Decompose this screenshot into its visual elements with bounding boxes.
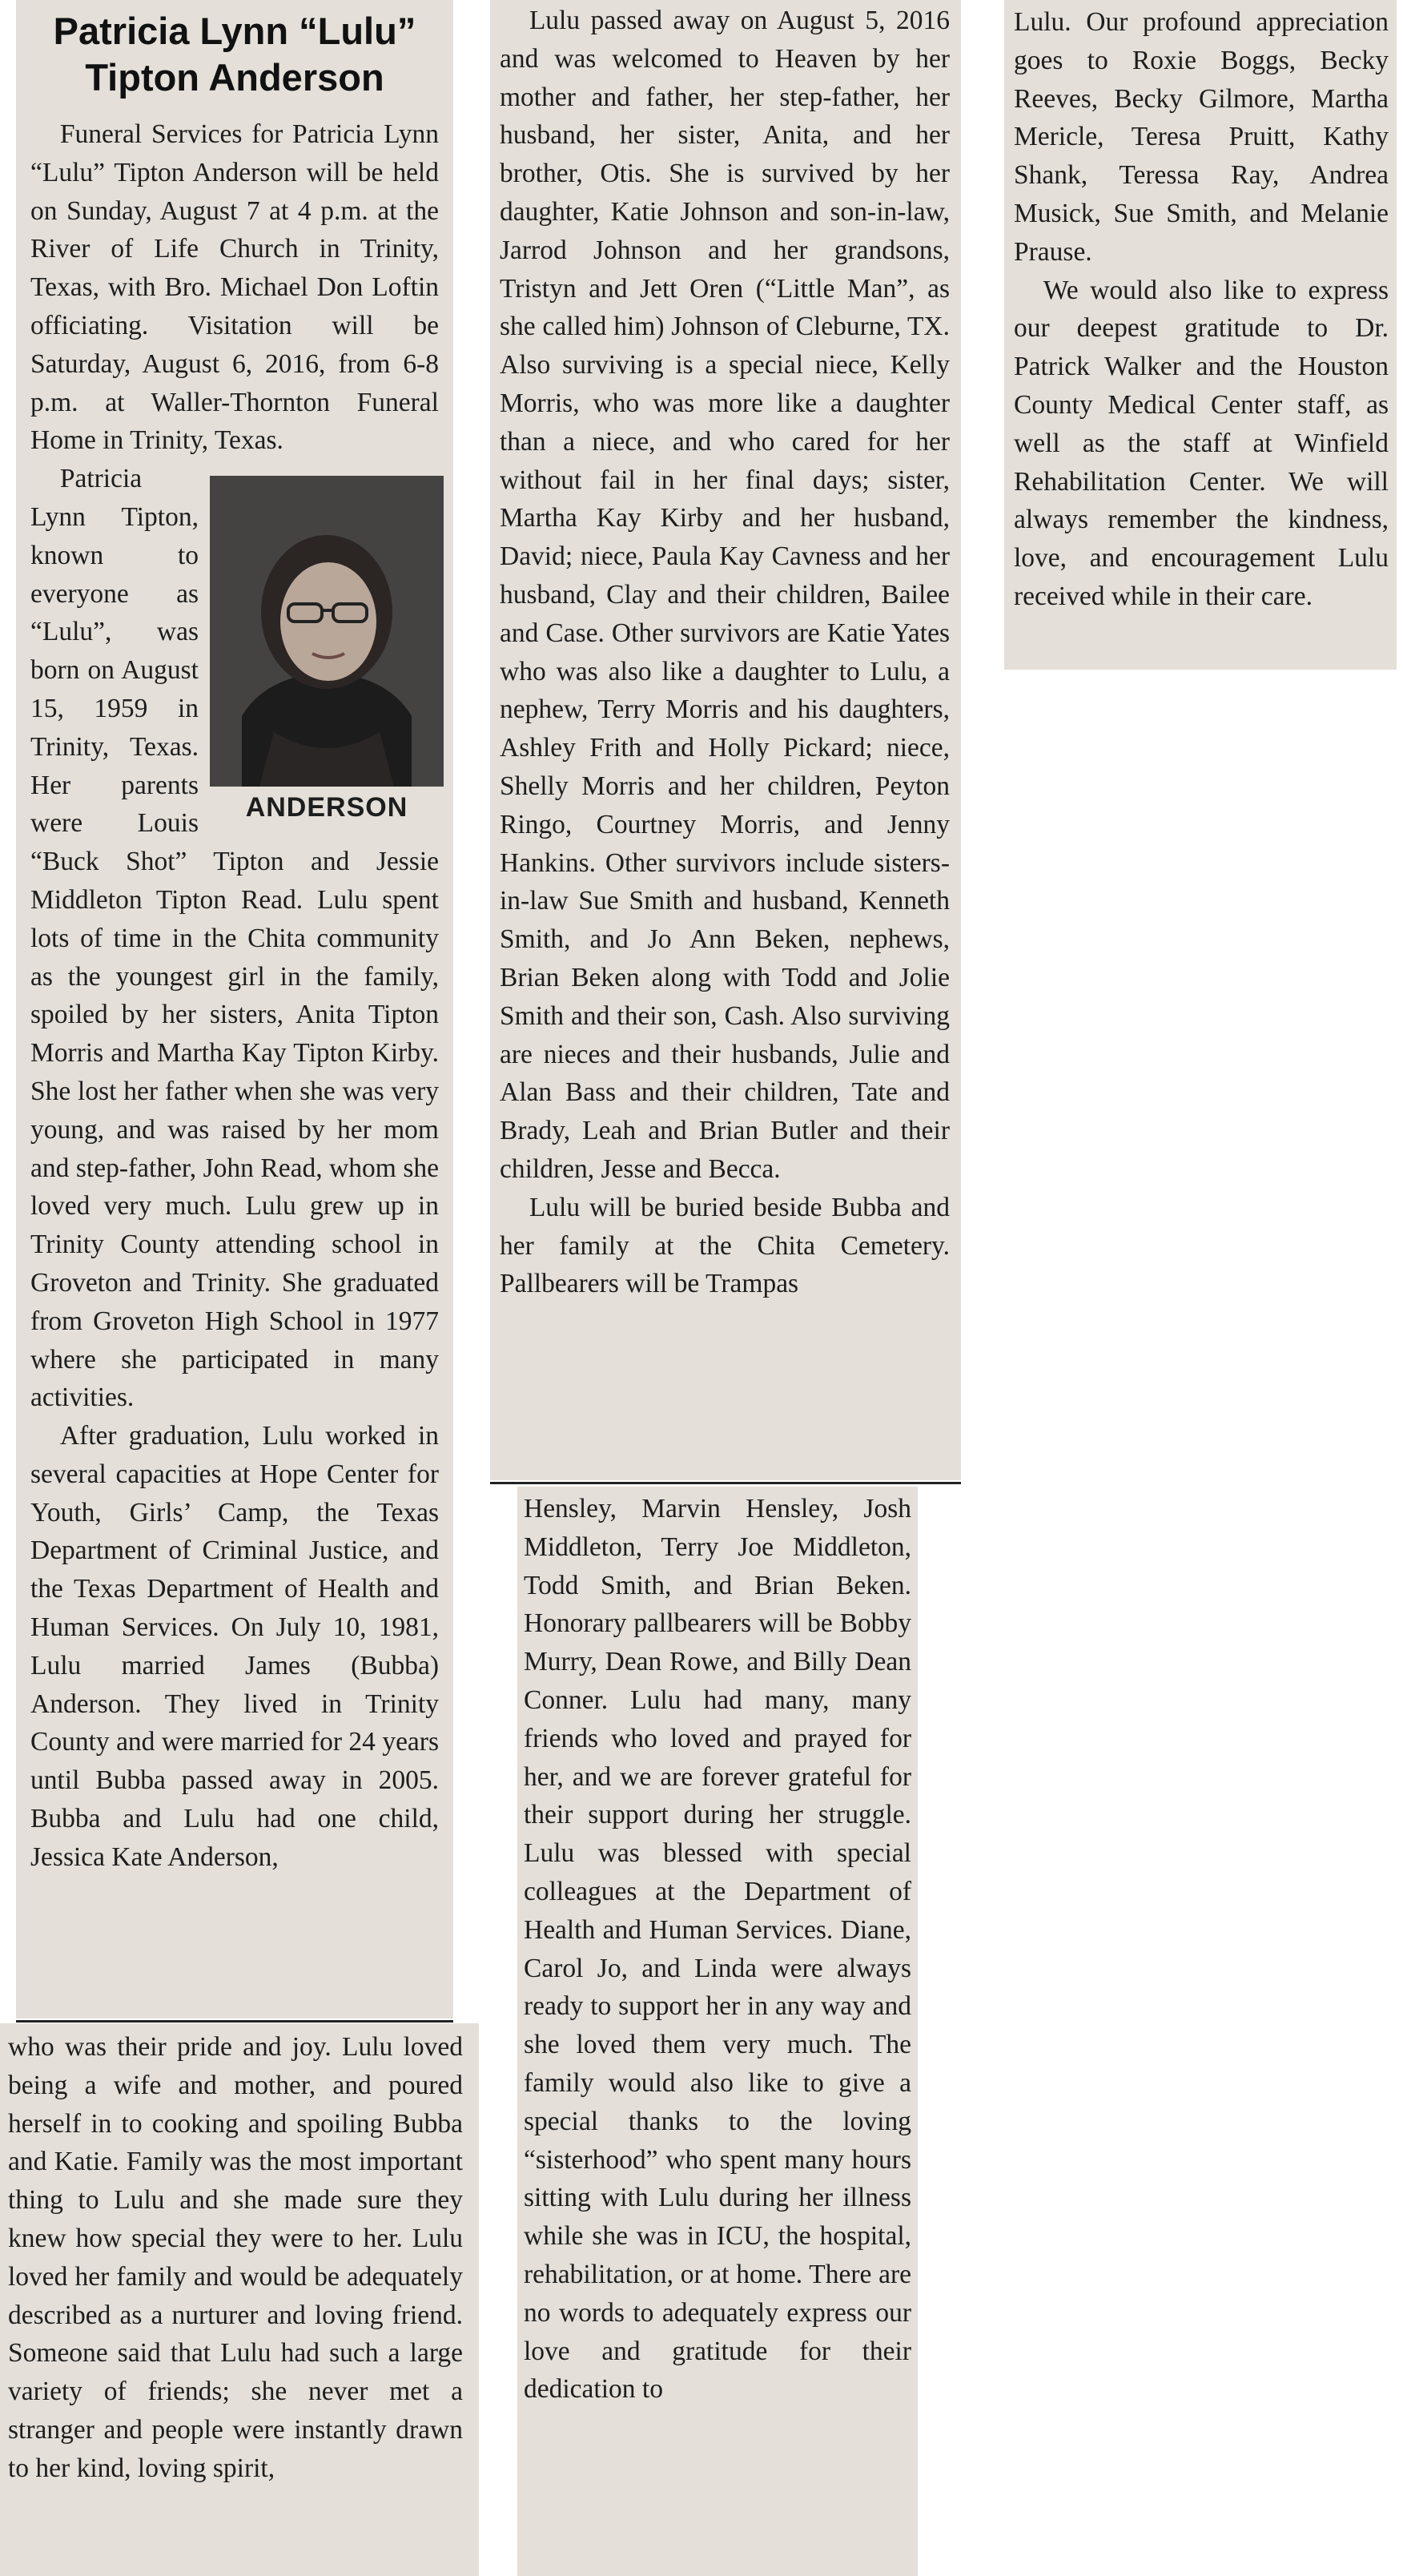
family-paragraph: who was their pride and joy. Lulu loved being a wife and mother, and poured herself in to cooking and spoiling Bubba and Katie. Family was the most important thing to Lulu and she made sure they knew how special they were to her. Lulu loved her family and would be adequately described as a nurturer and loving friend. Someone said that Lulu had such a large variety of friends; she never met a stranger and people were instantly drawn to her kind, loving spirit, <box>8 2032 463 2483</box>
survivors-paragraph: Lulu passed away on August 5, 2016 and was welcomed to Heaven by her mother and father, her step-father, her husband, her sister, Anita, and her brother, Otis. She is survived by her daughter, Katie Johnson and son-in-law, Jarrod Johnson and her grandsons, Tristyn and Jett Oren (“Little Man”, as she called him) Johnson of Cleburne, TX. Also surviving is a special niece, Kelly Morris, who was more like a daughter than a niece, and who cared for her without fail in her final days; sister, Martha Kay Kirby and her husband, David; niece, Paula Kay Cavness and her husband, Clay and their children, Bailee and Case. Other survivors are Katie Yates who was also like a daughter to Lulu, a nephew, Terry Morris and his daughters, Ashley Frith and Holly Pickard; niece, Shelly Morris and her children, Peyton Ringo, Courtney Morris, and Jenny Hankins. Other survivors include sisters-in-law Sue Smith and husband, Kenneth Smith, and Jo Ann Beken, nephews, Brian Beken along with Todd and Jolie Smith and their son, Cash. Also surviving are nieces and their husbands, Julie and Alan Bass and their children, Tate and Brady, Leah and Brian Butler and their children, Jesse and Becca. <box>500 6 950 1184</box>
column-1-end-rule <box>16 2020 453 2023</box>
photo-caption: ANDERSON <box>245 792 408 823</box>
career-paragraph: After graduation, Lulu worked in several capacities at Hope Center for Youth, Girls’ Camp, the Texas Department of Criminal Justice, and the Texas Department of Health and Human Services. On July 10, 1981, Lulu married James (Bubba) Anderson. They lived in Trinity County and were married for 24 years until Bubba passed away in 2005. Bubba and Lulu had one child, Jessica Kate Anderson, <box>30 1421 439 1872</box>
headline-line-2: Tipton Anderson <box>85 56 384 99</box>
obituary-column-2 <box>490 0 961 1480</box>
obituary-column-1-continued <box>0 2023 479 2576</box>
appreciation-paragraph: Lulu. Our profound appreciation goes to Roxie Boggs, Becky Reeves, Becky Gilmore, Martha Mericle, Teresa Pruitt, Kathy Shank, Teressa Ray, Andrea Musick, Sue Smith, and Melanie Prause. <box>1014 7 1389 267</box>
column-2-end-rule <box>490 1482 961 1484</box>
biography-paragraph: Patricia Lynn Tipton, known to everyone as “Lulu”, was born on August 15, 1959 in Trinity, Texas. Her parents were Louis “Buck Shot” Tipton and Jessie Middleton Tipton Read. Lulu spent lots of time in the Chita community as the youngest girl in the family, spoiled by her sisters, Anita Tipton Morris and Martha Kay Tipton Kirby. She lost her father when she was very young, and was raised by her mom and step-father, John Read, whom she loved very much. Lulu grew up in Trinity County attending school in Groveton and Trinity. She graduated from Groveton High School in 1977 where she participated in many activities. <box>30 464 439 1413</box>
gratitude-paragraph: We would also like to express our deepest gratitude to Dr. Patrick Walker and the Houston County Medical Center staff, as well as the staff at Winfield Rehabilitation Center. We will always remember the kindness, love, and encouragement Lulu received while in their care. <box>1014 275 1389 611</box>
obituary-column-3 <box>1004 0 1397 670</box>
portrait-photo <box>210 476 444 825</box>
burial-paragraph: Lulu will be buried beside Bubba and her family at the Chita Cemetery. Pallbearers will be Trampas <box>500 1192 950 1299</box>
headline-line-1: Patricia Lynn “Lulu” <box>53 10 416 52</box>
portrait-image <box>210 476 444 787</box>
obituary-column-2-continued <box>517 1487 918 2576</box>
obituary-column-1 <box>16 0 453 2019</box>
pallbearers-paragraph: Hensley, Marvin Hensley, Josh Middleton, Terry Joe Middleton, Todd Smith, and Brian Beken. Honorary pallbearers will be Bobby Murry, Dean Rowe, and Billy Dean Conner. Lulu had many, many friends who loved and prayed for her, and we are forever grateful for their support during her struggle. Lulu was blessed with special colleagues at the Department of Health and Human Services. Diane, Carol Jo, and Linda were always ready to support her in any way and she loved them very much. The family would also like to give a special thanks to the loving “sisterhood” who spent many hours sitting with Lulu during her illness while she was in ICU, the hospital, rehabilitation, or at home. There are no words to adequately express our love and gratitude for their dedication to <box>524 1494 911 2405</box>
funeral-services-paragraph: Funeral Services for Patricia Lynn “Lulu” Tipton Anderson will be held on Sunday, August 7 at 4 p.m. at the River of Life Church in Trinity, Texas, with Bro. Michael Don Loftin officiating. Visitation will be Saturday, August 6, 2016, from 6-8 p.m. at Waller-Thornton Funeral Home in Trinity, Texas. <box>30 119 439 456</box>
obituary-headline <box>30 8 439 101</box>
